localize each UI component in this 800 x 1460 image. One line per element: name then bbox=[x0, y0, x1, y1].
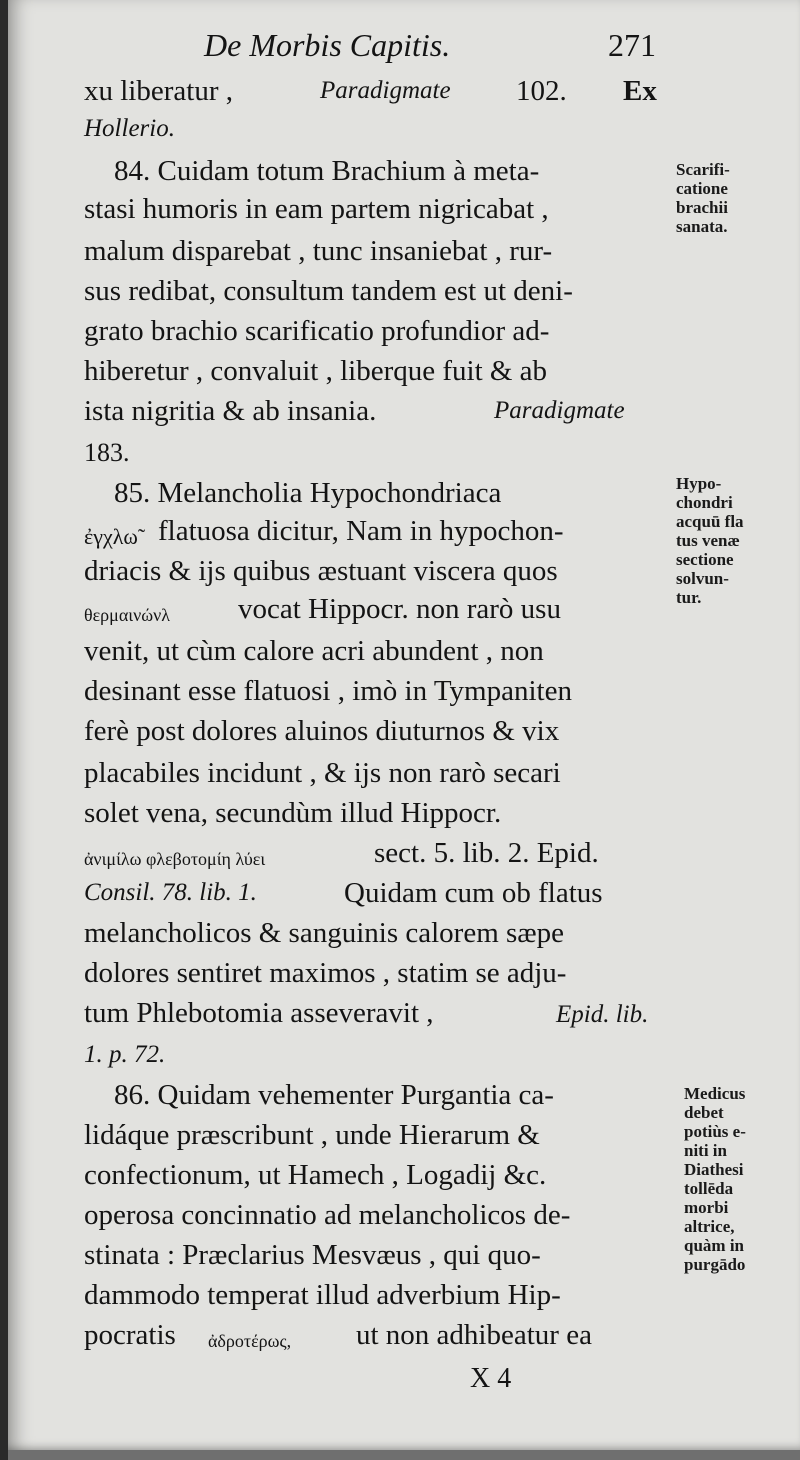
text-line: sus redibat, consultum tandem est ut deni- bbox=[84, 275, 573, 307]
text-line: placabiles incidunt , & ijs non rarò secari bbox=[84, 757, 561, 789]
greek-text: ἀνιμίλω φλεβοτομίη λύει bbox=[84, 849, 266, 869]
margin-note-line: solvun- bbox=[676, 569, 729, 588]
text-line: Epid. lib. bbox=[556, 1001, 649, 1028]
margin-note-line: quàm in bbox=[684, 1236, 744, 1255]
text-line: tum Phlebotomia asseveravit , bbox=[84, 997, 434, 1029]
text-line: Hollerio. bbox=[84, 115, 175, 142]
text-line: pocratis bbox=[84, 1319, 176, 1351]
margin-note-line: niti in bbox=[684, 1141, 727, 1160]
margin-note-line: chondri bbox=[676, 493, 733, 512]
text-line: dammodo temperat illud adverbium Hip- bbox=[84, 1279, 561, 1311]
text-line: vocat Hippocr. non rarò usu bbox=[238, 593, 561, 625]
text-line: malum disparebat , tunc insaniebat , rur- bbox=[84, 235, 553, 267]
margin-note-line: catione bbox=[676, 179, 728, 198]
text-line: melancholicos & sanguinis calorem sæpe bbox=[84, 917, 565, 949]
margin-note-line: tur. bbox=[676, 588, 702, 607]
margin-note-line: tus venæ bbox=[676, 531, 740, 550]
signature-mark: X 4 bbox=[470, 1363, 512, 1394]
text-line: venit, ut cùm calore acri abundent , non bbox=[84, 635, 544, 667]
greek-text: ἀδροτέρως, bbox=[208, 1331, 292, 1351]
margin-note-line: sectione bbox=[676, 550, 734, 569]
margin-note-line: tollēda bbox=[684, 1179, 734, 1198]
margin-note-line: sanata. bbox=[676, 217, 728, 236]
text-line: ut non adhibeatur ea bbox=[356, 1319, 592, 1351]
margin-note-line: brachii bbox=[676, 198, 728, 217]
text-line: 1. p. 72. bbox=[84, 1041, 166, 1068]
text-line: 85. Melancholia Hypochondriaca bbox=[114, 477, 502, 509]
margin-note-hypochondriaci bbox=[676, 474, 744, 607]
text-line: 86. Quidam vehementer Purgantia ca- bbox=[114, 1079, 554, 1111]
running-title: De Morbis Capitis. bbox=[204, 27, 451, 63]
margin-note-line: altrice, bbox=[684, 1217, 735, 1236]
text-line: stasi humoris in eam partem nigricabat , bbox=[84, 193, 549, 225]
text-line: solet vena, secundùm illud Hippocr. bbox=[84, 797, 502, 829]
text-line: Ex bbox=[623, 75, 657, 107]
book-page bbox=[8, 0, 800, 1450]
text-line: 183. bbox=[84, 438, 130, 467]
text-line: Quidam cum ob flatus bbox=[344, 877, 603, 909]
binding-edge bbox=[0, 0, 8, 1460]
text-line: 84. Cuidam totum Brachium à meta- bbox=[114, 155, 540, 187]
margin-note-line: purgādo bbox=[684, 1255, 746, 1274]
text-line: hiberetur , convaluit , liberque fuit & ab bbox=[84, 355, 548, 387]
margin-note-line: Medicus bbox=[684, 1084, 746, 1103]
text-line: ista nigritia & ab insania. bbox=[84, 395, 377, 427]
margin-note-line: acquū fla bbox=[676, 512, 744, 531]
text-line: confectionum, ut Hamech , Logadij &c. bbox=[84, 1159, 547, 1191]
greek-text: ἐγχλω̃ bbox=[84, 524, 138, 549]
text-line: Paradigmate bbox=[494, 397, 625, 424]
margin-note-scarificatione bbox=[676, 160, 730, 236]
margin-note-line: morbi bbox=[684, 1198, 729, 1217]
text-line: lidáque præscribunt , unde Hierarum & bbox=[84, 1119, 540, 1151]
greek-text: θερμαινώνλ bbox=[84, 605, 170, 625]
text-line: driacis & ijs quibus æstuant viscera quos bbox=[84, 555, 558, 587]
text-line: desinant esse flatuosi , imò in Tympaniten bbox=[84, 675, 572, 707]
text-line: dolores sentiret maximos , statim se adju- bbox=[84, 957, 567, 989]
margin-note-line: Diathesi bbox=[684, 1160, 744, 1179]
text-line: Consil. 78. lib. 1. bbox=[84, 879, 257, 906]
text-line: flatuosa dicitur, Nam in hypochon- bbox=[158, 515, 564, 547]
margin-note-medicus bbox=[684, 1084, 746, 1274]
text-line: ferè post dolores aluinos diuturnos & vix bbox=[84, 715, 560, 747]
text-line: operosa concinnatio ad melancholicos de- bbox=[84, 1199, 571, 1231]
text-line: 102. bbox=[516, 75, 567, 107]
text-line: xu liberatur , bbox=[84, 75, 233, 107]
margin-note-line: Scarifi- bbox=[676, 160, 730, 179]
page-number: 271 bbox=[608, 27, 656, 63]
text-line: grato brachio scarificatio profundior ad- bbox=[84, 315, 550, 347]
margin-note-line: debet bbox=[684, 1103, 724, 1122]
margin-note-line: potiùs e- bbox=[684, 1122, 746, 1141]
text-line: Paradigmate bbox=[320, 77, 451, 104]
margin-note-line: Hypo- bbox=[676, 474, 722, 493]
text-line: stinata : Præclarius Mesvæus , qui quo- bbox=[84, 1239, 541, 1271]
text-line: sect. 5. lib. 2. Epid. bbox=[374, 837, 599, 869]
